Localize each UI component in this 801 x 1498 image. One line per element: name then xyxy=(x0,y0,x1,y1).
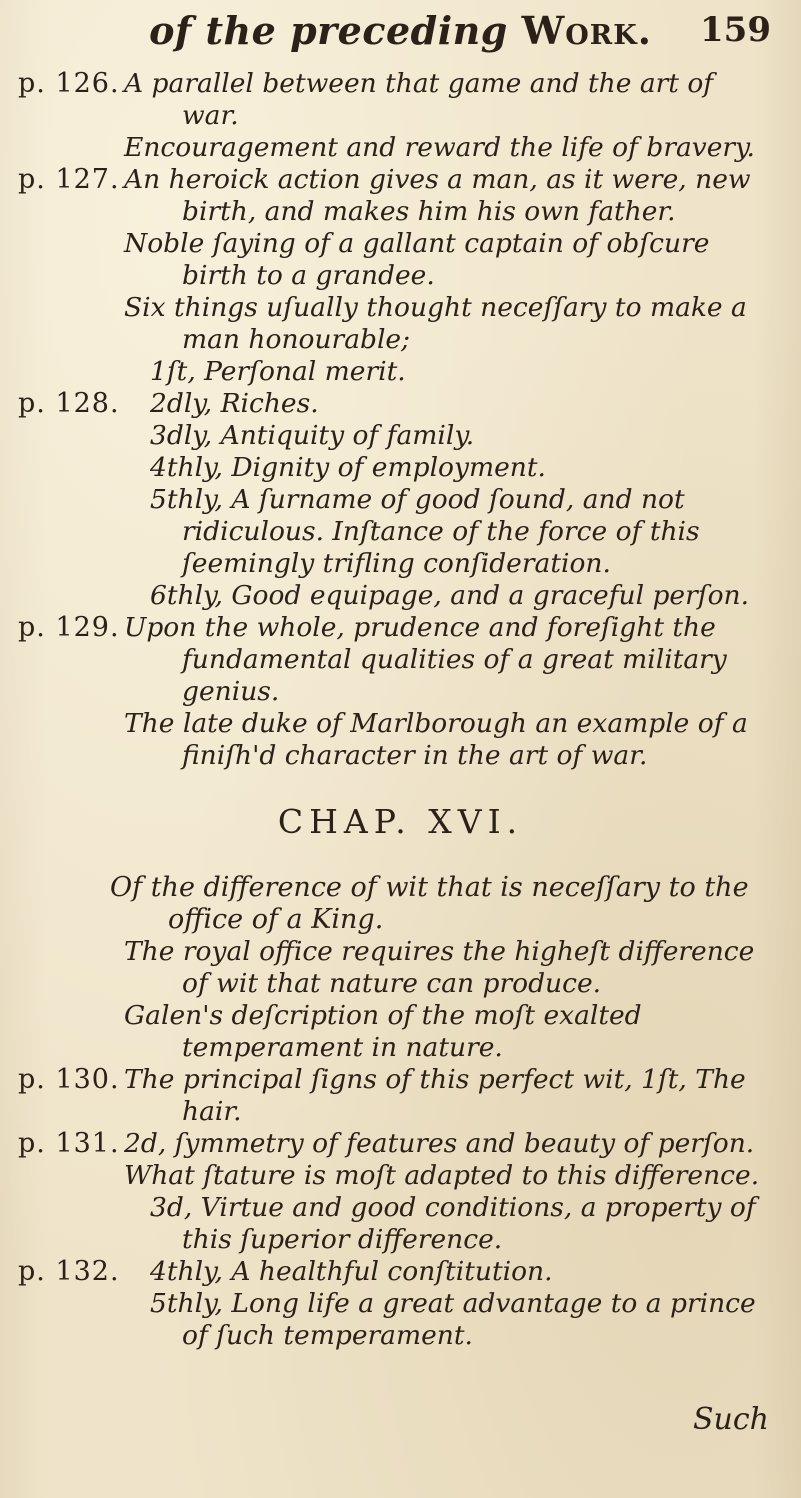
entry-text: The principal ſigns of this perfect wit, 1ſt, The hair. xyxy=(124,1064,746,1127)
entry-text: 3dly, Antiquity of family. xyxy=(150,420,475,451)
entry-text: Upon the whole, prudence and foreſight the fundamental qualities of a great military genius. xyxy=(124,612,727,707)
running-head xyxy=(0,6,801,58)
list-item xyxy=(0,612,801,708)
entry-text: 2d, ſymmetry of features and beauty of perſon. xyxy=(124,1128,755,1159)
list-item xyxy=(0,420,801,452)
page-reference: p. 130. xyxy=(18,1064,120,1095)
entry-text: 4thly, A healthful conſtitution. xyxy=(150,1256,553,1287)
entry-text: The royal office requires the higheſt difference of wit that nature can produce. xyxy=(124,936,755,999)
entry-text: Six things uſually thought neceſſary to make a man honourable; xyxy=(124,292,747,355)
entry-text: 6thly, Good equipage, and a graceful perſon. xyxy=(150,580,750,611)
chapter-title xyxy=(0,872,801,936)
entry-text: 5thly, A ſurname of good ſound, and not ridiculous. Inſtance of the force of this ſeemingly trifling conſideration. xyxy=(150,484,700,579)
list-item xyxy=(0,936,801,1000)
page-number: 159 xyxy=(700,10,771,50)
page-reference: p. 126. xyxy=(18,68,120,99)
list-item xyxy=(0,292,801,356)
list-item xyxy=(0,484,801,580)
chapter-title-line: Of the difference of wit that is neceſſary to the xyxy=(110,872,749,903)
page-reference: p. 131. xyxy=(18,1128,120,1159)
entry-text: 5thly, Long life a great advantage to a prince of ſuch temperament. xyxy=(150,1288,756,1351)
entry-text: Encouragement and reward the life of bravery. xyxy=(124,132,755,163)
entry-text: 4thly, Dignity of employment. xyxy=(150,452,546,483)
running-title-work: Work. xyxy=(521,8,652,53)
chapter-heading: CHAP. XVI. xyxy=(277,802,524,841)
list-item xyxy=(0,68,801,132)
list-item xyxy=(0,1256,801,1288)
entry-text: A parallel between that game and the art of war. xyxy=(124,68,714,131)
catchword: Such xyxy=(693,1402,769,1437)
entry-text: Galen's deſcription of the moſt exalted temperament in nature. xyxy=(124,1000,642,1063)
list-item xyxy=(0,1064,801,1128)
chapter-title-line: office of a King. xyxy=(168,904,384,935)
entry-text: The late duke of Marlborough an example of a finiſh'd character in the art of war. xyxy=(124,708,748,771)
entry-text: 2dly, Riches. xyxy=(150,388,319,419)
running-title xyxy=(0,8,801,53)
list-item xyxy=(0,1192,801,1256)
list-item xyxy=(0,708,801,772)
list-item xyxy=(0,132,801,164)
page-reference: p. 127. xyxy=(18,164,120,195)
entry-text: 3d, Virtue and good conditions, a property of this ſuperior difference. xyxy=(150,1192,756,1255)
page-reference: p. 128. xyxy=(18,388,120,419)
entry-text: An heroick action gives a man, as it were, new birth, and makes him his own father. xyxy=(124,164,751,227)
entry-text: Noble ſaying of a gallant captain of obſcure birth to a grandee. xyxy=(124,228,710,291)
page-reference: p. 129. xyxy=(18,612,120,643)
page-reference: p. 132. xyxy=(18,1256,120,1287)
list-item xyxy=(0,1000,801,1064)
list-item xyxy=(0,1288,801,1352)
list-item xyxy=(0,228,801,292)
contents-list xyxy=(0,68,801,1352)
list-item xyxy=(0,388,801,420)
entry-text: 1ſt, Perſonal merit. xyxy=(150,356,406,387)
list-item xyxy=(0,580,801,612)
list-item xyxy=(0,452,801,484)
list-item xyxy=(0,356,801,388)
running-title-text: of the preceding xyxy=(149,8,522,53)
entry-text: What ſtature is moſt adapted to this difference. xyxy=(124,1160,760,1191)
list-item xyxy=(0,164,801,228)
list-item xyxy=(0,1128,801,1160)
list-item xyxy=(0,1160,801,1192)
